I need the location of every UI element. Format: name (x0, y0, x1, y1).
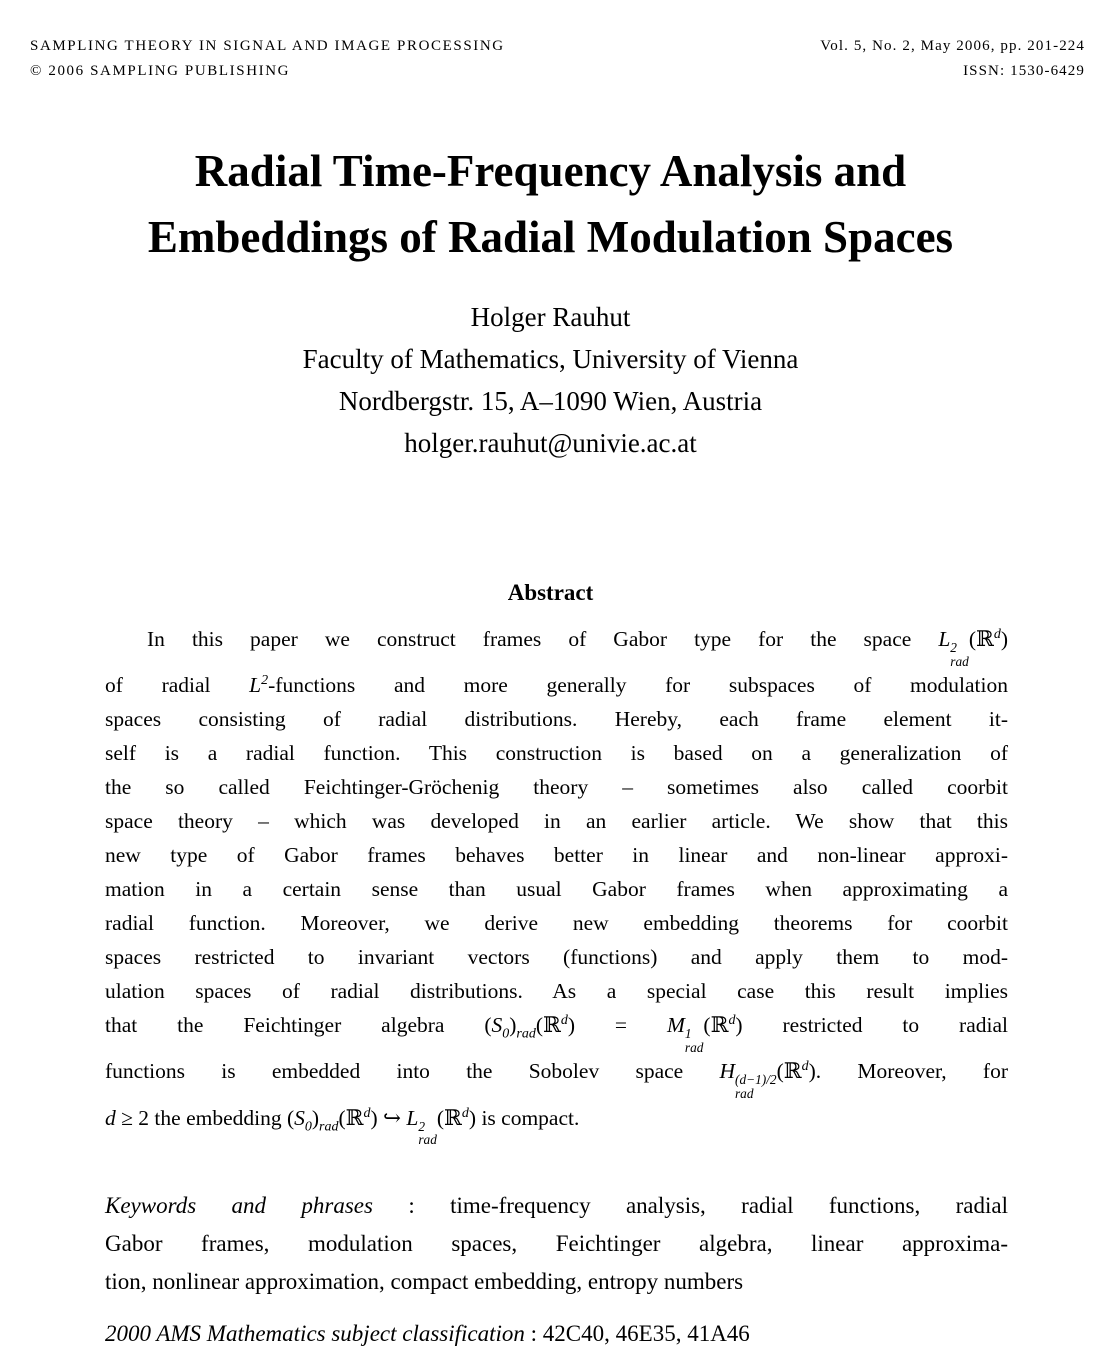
paper-title-line2: Embeddings of Radial Modulation Spaces (147, 212, 954, 262)
journal-header-left (30, 34, 505, 84)
text-line: In this paper we construct frames of Gabor type for the space L 2 rad (ℝ$^d$) (147, 626, 1008, 669)
issn: ISSN: 1530-6429 (963, 63, 1085, 79)
journal-header (0, 0, 1101, 84)
text-line: that the Feichtinger algebra $(S_0)_{rad}(ℝ^d) = M$ 1 rad (ℝ$^d$) restricted to radial (105, 1013, 1008, 1055)
author-email: holger.rauhut@univie.ac.at (404, 428, 697, 458)
text-line: functions is embedded into the Sobolev space H (d−1)/2 rad (ℝ$^d$). Moreover, for (105, 1059, 1009, 1101)
text-line: radial function. Moreover, we derive new embedding theorems for coorbit (105, 911, 1008, 936)
text-line: mation in a certain sense than usual Gabor frames when approximating a (105, 877, 1008, 902)
abstract-heading: Abstract (507, 580, 594, 605)
author-block (0, 296, 1101, 464)
text-line: Gabor frames, modulation spaces, Feichtinger algebra, linear approxima- (105, 1230, 1008, 1256)
author-name: Holger Rauhut (470, 302, 631, 332)
text-line: d ≥ 2 the embedding $(S_0)_{rad}(ℝ^d)$ ↪ L 2 rad (ℝ$^d$) is compact. (105, 1105, 580, 1148)
text-line: of radial $L^2$-functions and more generally for subspaces of modulation (105, 673, 1008, 698)
text-line: 2000 AMS Mathematics subject classification : 42C40, 46E35, 41A46 (105, 1320, 750, 1346)
text-line: spaces restricted to invariant vectors (functions) and apply them to mod- (105, 945, 1008, 970)
author-affiliation: Faculty of Mathematics, University of Vienna (302, 344, 799, 374)
classification-line (105, 1315, 1008, 1353)
abstract-body (105, 622, 1008, 1147)
text-line: spaces consisting of radial distributions. Hereby, each frame element it- (105, 707, 1008, 732)
text-line: self is a radial function. This construction is based on a generalization of (105, 741, 1008, 766)
text-line: tion, nonlinear approximation, compact embedding, entropy numbers (105, 1268, 744, 1294)
volume-info: Vol. 5, No. 2, May 2006, pp. 201-224 (820, 38, 1085, 54)
journal-header-right (820, 34, 1085, 84)
journal-name: SAMPLING THEORY IN SIGNAL AND IMAGE PROCESSING (30, 38, 505, 54)
paper-title-line1: Radial Time-Frequency Analysis and (194, 146, 907, 196)
text-line: the so called Feichtinger-Gröchenig theory – sometimes also called coorbit (105, 775, 1008, 800)
text-line: new type of Gabor frames behaves better in linear and non-linear approxi- (105, 843, 1008, 868)
paper-title (0, 138, 1101, 270)
text-line: ulation spaces of radial distributions. As a special case this result implies (105, 979, 1008, 1004)
author-address: Nordbergstr. 15, A–1090 Wien, Austria (338, 386, 763, 416)
copyright-line: © 2006 SAMPLING PUBLISHING (30, 63, 291, 79)
keywords-paragraph (105, 1187, 1008, 1301)
text-line: space theory – which was developed in an earlier article. We show that this (105, 809, 1008, 834)
text-line: Keywords and phrases : time-frequency analysis, radial functions, radial (105, 1192, 1008, 1218)
